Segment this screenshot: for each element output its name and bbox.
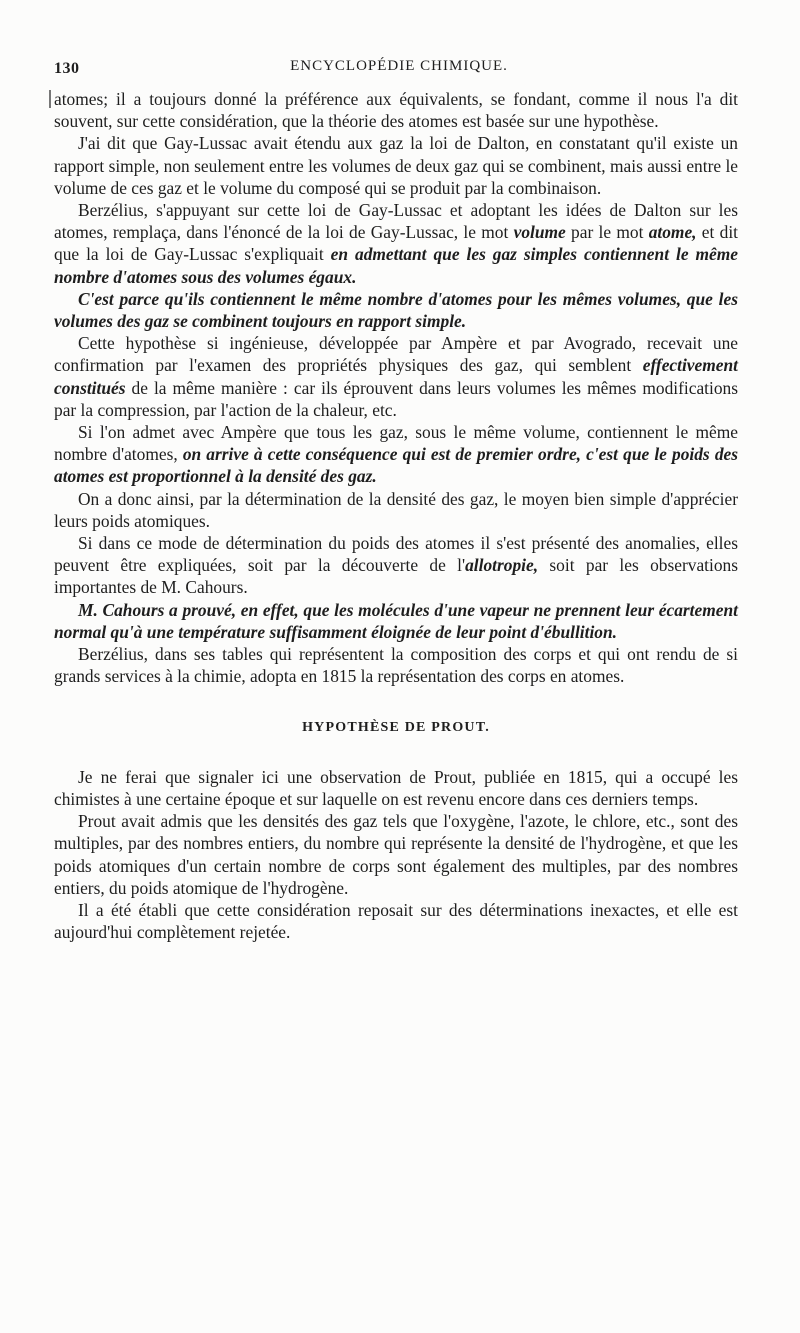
text-run: Berzélius, dans ses tables qui représentent la composition des corps et qui ont rendu de si grands services à la chimie, adopta en 1815 la représentation des corps en atomes. xyxy=(54,644,738,687)
paragraph xyxy=(54,899,738,943)
paragraph xyxy=(54,332,738,421)
paragraph xyxy=(54,643,738,687)
text-run: Si l'on admet avec Ampère que tous les gaz, sous le même volume, contiennent le même nombre d'atomes, xyxy=(54,422,738,465)
section-heading: HYPOTHÈSE DE PROUT. xyxy=(302,720,490,736)
emphasized-text: volume xyxy=(513,222,566,243)
paragraph xyxy=(54,421,738,488)
paragraphs-after-heading xyxy=(54,766,738,944)
text-run: et dit que la loi de Gay-Lussac s'expliquait xyxy=(54,222,738,265)
paragraphs-before-heading xyxy=(54,88,738,687)
emphasized-text: en admettant que les gaz simples contiennent le même nombre d'atomes sous des volumes égaux. xyxy=(54,244,738,287)
body-text xyxy=(54,88,738,943)
emphasized-text: effectivement constitués xyxy=(54,355,738,398)
text-run: atomes; il a toujours donné la préférence aux équivalents, se fondant, comme il nous l'a dit souvent, sur cette considération, que la théorie des atomes est basée sur une hypothèse. xyxy=(54,89,738,132)
paragraph xyxy=(54,88,738,132)
paragraph xyxy=(54,810,738,899)
paragraph xyxy=(54,532,738,599)
emphasized-text: on arrive à cette conséquence qui est de premier ordre, c'est que le poids des atomes est proportionnel à la densité des gaz. xyxy=(54,444,738,487)
emphasized-text: allotropie, xyxy=(465,555,539,576)
text-run: par le mot xyxy=(565,222,649,243)
text-run: Il a été établi que cette considération reposait sur des déterminations inexactes, et elle est aujourd'hui complètement rejetée. xyxy=(54,899,738,943)
text-run: Je ne ferai que signaler ici une observation de Prout, publiée en 1815, qui a occupé les chimistes à une certaine époque et sur laquelle on est revenu encore dans ces derniers temps. xyxy=(54,766,738,809)
text-run: Si dans ce mode de détermination du poids des atomes il s'est présenté des anomalies, elles peuvent être expliquées, soit par la découverte de l' xyxy=(54,533,738,576)
text-run: Berzélius, s'appuyant sur cette loi de Gay-Lussac et adoptant les idées de Dalton sur les atomes, remplaça, dans l'énoncé de la loi de Gay-Lussac, le mot xyxy=(54,200,738,243)
paragraph xyxy=(54,488,738,532)
text-run: Cette hypothèse si ingénieuse, développée par Ampère et par Avogrado, recevait une confirmation par l'examen des propriétés physiques des gaz, qui semblent xyxy=(54,333,738,376)
text-run: de la même manière : car ils éprouvent dans leurs volumes les mêmes modifications par la compression, par l'action de la chaleur, etc. xyxy=(54,377,738,420)
text-run: J'ai dit que Gay-Lussac avait étendu aux gaz la loi de Dalton, en constatant qu'il existe un rapport simple, non seulement entre les volumes de deux gaz qui se combinent, mais aussi entre le volume de ces gaz et le volume du composé qui se produit par la combinaison. xyxy=(54,133,738,198)
running-header xyxy=(54,58,744,82)
paragraph xyxy=(54,199,738,288)
paragraph xyxy=(54,132,738,199)
emphasized-text: atome, xyxy=(648,222,697,243)
paragraph xyxy=(54,599,738,643)
page-number: 130 xyxy=(54,60,80,77)
emphasized-text: M. Cahours a prouvé, en effet, que les molécules d'une vapeur ne prennent leur écartement normal qu'à une température suffisamment éloignée de leur point d'ébullition. xyxy=(54,599,738,642)
header-title: ENCYCLOPÉDIE CHIMIQUE. xyxy=(290,58,508,74)
emphasized-text: C'est parce qu'ils contiennent le même nombre d'atomes pour les mêmes volumes, que les volumes des gaz se combinent toujours en rapport simple. xyxy=(54,288,738,332)
text-run: soit par les observations importantes de M. Cahours. xyxy=(54,555,738,598)
paragraph xyxy=(54,288,738,332)
paragraph xyxy=(54,766,738,810)
scan-margin-mark xyxy=(49,90,51,108)
text-run: On a donc ainsi, par la détermination de la densité des gaz, le moyen bien simple d'apprécier leurs poids atomiques. xyxy=(54,488,738,531)
text-run: Prout avait admis que les densités des gaz tels que l'oxygène, l'azote, le chlore, etc., sont des multiples, par des nombres entiers, du nombre qui représente la densité de l'hydrogène, et que les poids atomiques d'un certain nombre de corps sont également des multiples, par des nombres entiers, du poids atomique de l'hydrogène. xyxy=(54,811,738,898)
